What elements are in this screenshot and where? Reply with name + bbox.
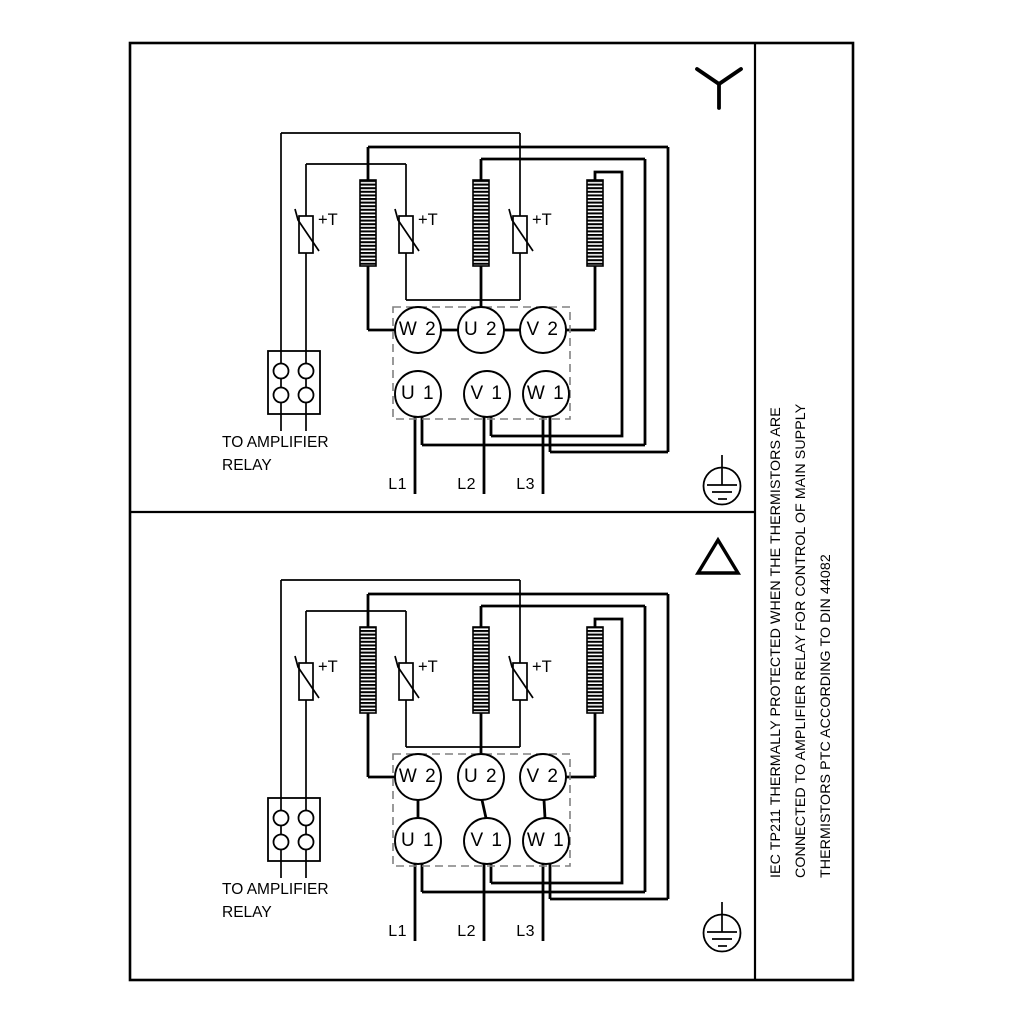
side-note-line-3: THERMISTORS PTC ACCORDING TO DIN 44082 [818, 554, 834, 878]
phase-label-star-2: L3 [516, 476, 535, 493]
panel-star [268, 69, 741, 505]
terminal-label-star-bottom-1: V 1 [470, 383, 504, 404]
terminal-label-star-top-0: W 2 [398, 319, 438, 340]
ptc-thermistor-icon [509, 656, 533, 700]
relay-caption-star-line-2: RELAY [222, 457, 272, 474]
terminal-label-delta-bottom-0: U 1 [400, 830, 436, 851]
earth-ground-icon [704, 455, 741, 505]
panel-delta [268, 540, 741, 952]
terminal-label-star-bottom-0: U 1 [400, 383, 436, 404]
relay-caption-delta-line-1: TO AMPLIFIER [222, 881, 329, 898]
ptc-thermistor-icon [395, 656, 419, 700]
relay-caption-star-line-1: TO AMPLIFIER [222, 434, 329, 451]
ptc-thermistor-icon [295, 656, 319, 700]
side-note [764, 404, 839, 878]
terminal-label-delta-top-0: W 2 [398, 766, 438, 787]
winding-coil-icon [473, 180, 489, 266]
thermistor-label-star-2: +T [532, 211, 552, 229]
thermistor-label-star-0: +T [318, 211, 338, 229]
delta-icon [698, 540, 738, 573]
phase-label-star-1: L2 [457, 476, 476, 493]
phase-label-star-0: L1 [388, 476, 407, 493]
terminal-label-delta-top-2: V 2 [526, 766, 560, 787]
winding-coil-icon [360, 180, 376, 266]
earth-ground-icon [704, 902, 741, 952]
terminal-label-delta-bottom-2: W 1 [526, 830, 566, 851]
side-note-line-1: IEC TP211 THERMALLY PROTECTED WHEN THE THERMISTORS ARE [768, 407, 784, 878]
ptc-thermistor-icon [395, 209, 419, 253]
phase-label-delta-0: L1 [388, 923, 407, 940]
phase-label-delta-1: L2 [457, 923, 476, 940]
winding-coil-icon [587, 180, 603, 266]
ptc-thermistor-icon [295, 209, 319, 253]
winding-coil-icon [587, 627, 603, 713]
phase-label-delta-2: L3 [516, 923, 535, 940]
thermistor-label-delta-2: +T [532, 658, 552, 676]
winding-coil-icon [473, 627, 489, 713]
terminal-label-star-bottom-2: W 1 [526, 383, 566, 404]
amplifier-relay-box [268, 798, 320, 861]
thermistor-label-star-1: +T [418, 211, 438, 229]
terminal-label-star-top-2: V 2 [526, 319, 560, 340]
ptc-thermistor-icon [509, 209, 533, 253]
star-icon [697, 69, 741, 108]
thermistor-label-delta-1: +T [418, 658, 438, 676]
terminal-label-delta-bottom-1: V 1 [470, 830, 504, 851]
amplifier-relay-box [268, 351, 320, 414]
winding-coil-icon [360, 627, 376, 713]
side-note-line-2: CONNECTED TO AMPLIFIER RELAY FOR CONTROL OF MAIN SUPPLY [793, 403, 809, 878]
terminal-label-star-top-1: U 2 [463, 319, 499, 340]
relay-caption-delta-line-2: RELAY [222, 904, 272, 921]
thermistor-label-delta-0: +T [318, 658, 338, 676]
terminal-label-delta-top-1: U 2 [463, 766, 499, 787]
